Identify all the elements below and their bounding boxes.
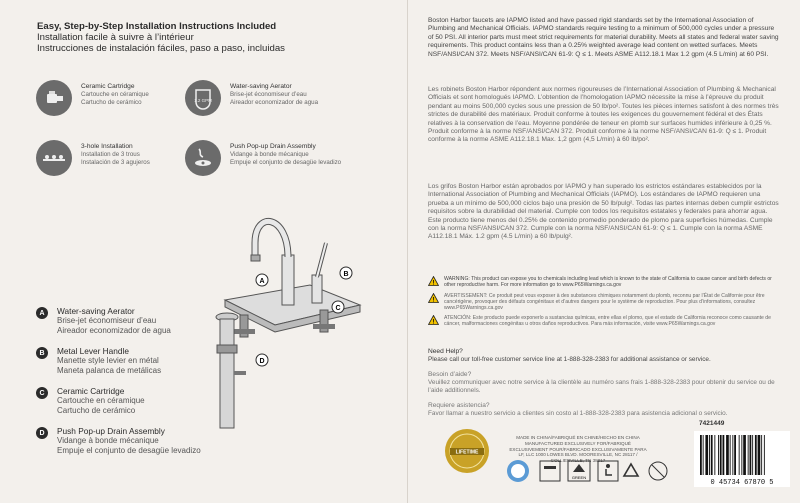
svg-text:A: A bbox=[259, 278, 265, 285]
barcode-bar bbox=[720, 435, 722, 475]
standards-en: Boston Harbor faucets are IAPMO listed and have passed rigid standards set by the International Association of Plumbing and Mechanical Officials. IAPMO standards require testing to a minimum of 500,000 cycles under a pressure of 50 PSI. All interior parts must meet strict requirements for material durability. Meets all states and federal water saving requirements. This product contains less than a 0.25% weighted average lead content on wetted surfaces. Meets NSF/ANSI/CAN 372. Meets NSF/ANSI/CAN 61-9: Q ≤ 1. Meets ASME A112.18.1 Max 1.2 gpm (4.5 L/min) at 60 PSI. bbox=[428, 17, 779, 58]
part-letter-badge: B bbox=[36, 347, 48, 359]
green-label: GREEN bbox=[571, 475, 587, 480]
barcode-digits: 0 45734 67870 5 bbox=[710, 479, 774, 487]
help-title-en: Need Help? bbox=[428, 348, 463, 355]
header bbox=[37, 21, 285, 54]
three-hole-icon bbox=[36, 140, 72, 176]
warning-text-en: WARNING: This product can expose you to chemicals including lead which is known to the state of California to cause cancer and birth defects or other reproductive harm. For more information go to www.P65Warnings.ca.gov bbox=[444, 276, 772, 289]
title-es: Instrucciones de instalación fáciles, paso a paso, incluidas bbox=[37, 43, 285, 54]
right-panel bbox=[408, 0, 800, 503]
feature-drain bbox=[185, 140, 341, 176]
warning-fr bbox=[428, 293, 778, 312]
diagram-label-b bbox=[340, 267, 352, 279]
diagram-label-d bbox=[256, 354, 268, 366]
part-label-fr: Cartouche en céramique bbox=[57, 396, 145, 405]
svg-text:!: ! bbox=[432, 297, 435, 303]
svg-text:D: D bbox=[259, 358, 265, 365]
barcode-bar bbox=[700, 435, 702, 475]
barcode-bar bbox=[703, 435, 704, 475]
diagram-label-a bbox=[256, 274, 268, 286]
feature-label-fr: Vidange à bonde mécanique bbox=[230, 151, 309, 158]
part-label-es: Aireador economizador de agua bbox=[57, 325, 171, 335]
barcode-bar bbox=[758, 435, 761, 475]
cartridge-icon bbox=[36, 80, 72, 116]
barcode-bar bbox=[752, 435, 753, 475]
recycle-icon bbox=[624, 464, 638, 476]
part-label-fr: Brise-jet économiseur d’eau bbox=[57, 316, 157, 325]
feature-label-fr: Installation de 3 trous bbox=[81, 151, 140, 158]
feature-label-fr: Brise-jet économiseur d’eau bbox=[230, 91, 307, 98]
svg-text:!: ! bbox=[432, 280, 435, 286]
feature-three-hole bbox=[36, 140, 150, 176]
svg-text:!: ! bbox=[432, 319, 435, 325]
warning-text-es: ATENCIÓN: Este producto puede exponerlo a sustancias químicas, entre ellas el plomo, que el estado de California reconoce como causante de cáncer, malformaciones congénitas u otros daños reproductivos. Para más información, visite www.P65Warnings.ca.gov bbox=[444, 315, 771, 328]
help-title-fr: Besoin d’aide? bbox=[428, 371, 472, 378]
product-code: 7421449 bbox=[699, 420, 725, 427]
warning-en bbox=[428, 276, 778, 288]
barcode-bar bbox=[734, 435, 736, 475]
warning-text-fr: AVERTISSEMENT: Ce produit peut vous exposer à des substances chimiques notamment du plomb, reconnu par l’État de Californie pour être cancérigène, provoquer des défauts congénitaux et d’autres dangers pour le système de reproduction. Pour plus d’informations, consultez www.P65Warnings.ca.gov bbox=[444, 293, 765, 312]
part-label-fr: Manette style levier en métal bbox=[57, 356, 159, 365]
svg-text:C: C bbox=[335, 305, 341, 312]
lifetime-warranty-seal-icon bbox=[444, 428, 490, 474]
title-fr: Installation facile à suivre à l’intérieur bbox=[37, 32, 194, 43]
drain-icon bbox=[185, 140, 221, 176]
iapmo-icon bbox=[540, 461, 560, 481]
diagram-label-c bbox=[332, 301, 344, 313]
part-letter-badge: A bbox=[36, 307, 48, 319]
barcode-bar bbox=[709, 435, 710, 475]
part-label-fr: Vidange à bonde mécanique bbox=[57, 436, 159, 445]
watersense-icon bbox=[507, 460, 529, 482]
aerator-icon bbox=[185, 80, 221, 116]
part-label-en: Metal Lever Handle bbox=[57, 346, 129, 356]
feature-label-es: Cartucho de cerámico bbox=[81, 98, 142, 106]
warning-icon bbox=[428, 293, 439, 303]
svg-text:LIFETIME: LIFETIME bbox=[455, 449, 479, 456]
feature-label-es: Aireador economizador de agua bbox=[230, 98, 319, 106]
barcode-bar bbox=[718, 435, 719, 475]
warning-es bbox=[428, 315, 778, 327]
accessible-icon bbox=[598, 461, 618, 481]
part-label-es: Empuje el conjunto de desagüe levadizo bbox=[57, 445, 201, 455]
feature-label-es: Empuje el conjunto de desagüe levadizo bbox=[230, 158, 342, 166]
faucet-illustration bbox=[200, 205, 370, 455]
feature-cartridge bbox=[36, 80, 149, 116]
barcode-bar bbox=[705, 435, 708, 475]
standards-fr: Les robinets Boston Harbor répondent aux normes rigoureuses de l’International Association of Plumbing & Mechanical Officials et sont homologués IAPMO. L’obtention de l’homologation IAPMO nécessite la mise à l’épreuve du produit pendant au moins 500,000 cycles sous une pression de 50 lb/po². Toutes les pièces internes satisfont à des normes très strictes de durabilité des matériaux. Produit conforme à toutes les exigences du gouvernement fédéral et des États relatives à la conservation de l’eau. Moyenne pondérée de teneur en plomb sur surfaces humides inférieure à 0,25 %. Produit conforme à la norme NSF/ANSI/CAN 372. Produit conforme à la norme NSF/ANSI/CAN 61-9: Q ≤ 1. Produit conforme à la norme ASME A112.18.1 Max. 1,2 gpm (4,5 L/min) à 60 lb/po². bbox=[428, 86, 779, 144]
barcode-bar bbox=[732, 435, 733, 475]
barcode-bar bbox=[764, 435, 765, 475]
barcode-bar bbox=[730, 435, 731, 475]
certification-logos bbox=[444, 428, 490, 474]
title-en: Easy, Step-by-Step Installation Instructions Included bbox=[37, 21, 277, 32]
warning-icon bbox=[428, 276, 439, 286]
standards-es: Los grifos Boston Harbor están aprobados por IAPMO y han superado los estrictos estándares establecidos por la International Association of Plumbing and Mechanical Officials (IAPMO). Los estándares de IAPMO requieren una prueba a un mínimo de 500,000 ciclos bajo una presión de 50 lb/pulg². Todas las partes internas deben cumplir estrictos requisitos sobre la durabilidad del material. Cumple con todos los requisitos estatales y federales para ahorrar agua. Este producto tiene menos del 0.25% de contenido promedio ponderado de plomo para superficies húmedas. Cumple con la norma NSF/ANSI/CAN 372. Cumple con la norma NSF/ANSI/CAN 61-9: Q ≤ 1. Cumple con la norma ASME A112.18.1 Máx. 1.2 gpm (4.5 L/min) a 60 lb/pulg². bbox=[428, 183, 779, 241]
part-label-es: Maneta palanca de metálicas bbox=[57, 365, 162, 375]
feature-label-en: Water-saving Aerator bbox=[230, 83, 292, 90]
made-in-text: MADE IN CHINA/FABRIQUÉ EN CHINE/HECHO EN CHINA MANUFACTURED EXCLUSIVELY FOR/FABRIQUÉ EXCLUSIVEMENT POUR/FABRICADO EXCLUSIVAMENTE PARA LF, LLC 1000 LOWES BLVD. MOORESVILLE, NC 28117 / COLLIERVILLE, TN 38017 bbox=[509, 435, 647, 464]
barcode-bar bbox=[723, 435, 725, 475]
barcode-bar bbox=[711, 435, 713, 475]
help-text-fr: Veuillez communiquer avec notre service à la clientèle au numéro sans frais 1-888-328-2383 pour obtenir du service ou de l’aide additionnels. bbox=[428, 379, 775, 394]
certification-icons bbox=[506, 458, 686, 484]
part-label-es: Cartucho de cerámico bbox=[57, 405, 136, 415]
help-text-es: Favor llamar a nuestro servicio a clientes sin costo al 1-888-328-2383 para asistencia adicional o servicio. bbox=[428, 410, 728, 417]
green-icon bbox=[568, 461, 590, 481]
barcode-bar bbox=[743, 435, 746, 475]
part-item bbox=[36, 346, 201, 375]
barcode-icon bbox=[694, 431, 790, 487]
part-item bbox=[36, 306, 201, 335]
barcode-bar bbox=[726, 435, 729, 475]
barcode-bar bbox=[750, 435, 752, 475]
feature-label-en: 3-hole Installation bbox=[81, 143, 133, 150]
barcode-bar bbox=[748, 435, 749, 475]
part-label-en: Push Pop-up Drain Assembly bbox=[57, 426, 165, 436]
warning-icon bbox=[428, 315, 439, 325]
feature-label-en: Ceramic Cartridge bbox=[81, 83, 135, 90]
feature-label-es: Instalación de 3 agujeros bbox=[81, 158, 150, 166]
feature-label-fr: Cartouche en céramique bbox=[81, 91, 149, 98]
feature-label-en: Push Pop-up Drain Assembly bbox=[230, 143, 316, 150]
barcode-bar bbox=[739, 435, 740, 475]
lead-free-icon bbox=[649, 462, 667, 480]
part-letter-badge: D bbox=[36, 427, 48, 439]
help-title-es: Requiere asistencia? bbox=[428, 402, 490, 409]
barcode-bar bbox=[741, 435, 742, 475]
barcode-bar bbox=[714, 435, 715, 475]
part-label-en: Ceramic Cartridge bbox=[57, 386, 125, 396]
part-item bbox=[36, 426, 201, 455]
feature-aerator bbox=[185, 80, 318, 116]
aerator-gpm-label: 1.2 GPM bbox=[194, 98, 212, 103]
svg-text:B: B bbox=[343, 271, 349, 278]
part-item bbox=[36, 386, 201, 415]
help-section bbox=[428, 348, 780, 418]
barcode-bar bbox=[755, 435, 757, 475]
barcode-bar bbox=[761, 435, 762, 475]
part-label-en: Water-saving Aerator bbox=[57, 306, 135, 316]
part-letter-badge: C bbox=[36, 387, 48, 399]
help-text-en: Please call our toll-free customer service line at 1-888-328-2383 for additional assistance or service. bbox=[428, 356, 711, 363]
parts-list bbox=[36, 306, 201, 466]
